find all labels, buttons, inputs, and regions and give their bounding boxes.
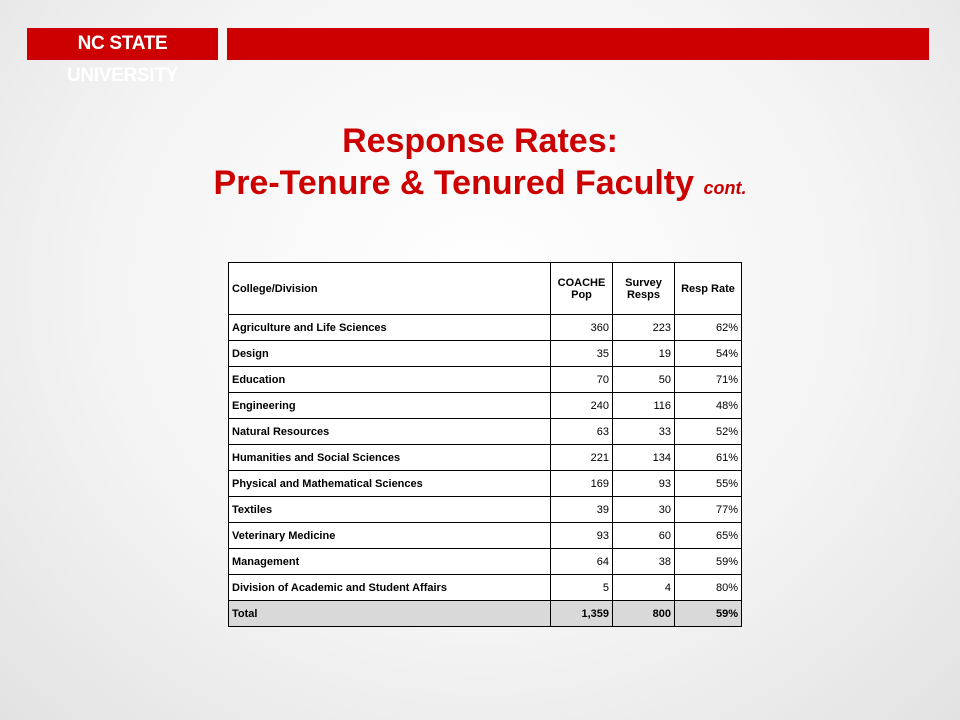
resps-cell: 4 xyxy=(613,575,675,601)
pop-cell: 240 xyxy=(551,393,613,419)
resps-cell: 134 xyxy=(613,445,675,471)
rate-cell: 54% xyxy=(675,341,742,367)
total-resps-cell: 800 xyxy=(613,601,675,627)
resps-cell: 60 xyxy=(613,523,675,549)
resps-cell: 33 xyxy=(613,419,675,445)
table-row xyxy=(229,367,742,393)
table-row xyxy=(229,523,742,549)
response-rates-table xyxy=(228,262,742,627)
table-row xyxy=(229,341,742,367)
rate-cell: 80% xyxy=(675,575,742,601)
col-header-resps: Survey Resps xyxy=(613,263,675,315)
college-cell: Engineering xyxy=(229,393,551,419)
rate-cell: 55% xyxy=(675,471,742,497)
pop-cell: 63 xyxy=(551,419,613,445)
pop-cell: 360 xyxy=(551,315,613,341)
pop-cell: 39 xyxy=(551,497,613,523)
table-row xyxy=(229,393,742,419)
resps-cell: 223 xyxy=(613,315,675,341)
rate-cell: 59% xyxy=(675,549,742,575)
college-cell: Veterinary Medicine xyxy=(229,523,551,549)
rate-cell: 61% xyxy=(675,445,742,471)
table-row xyxy=(229,315,742,341)
title-line-1: Response Rates: xyxy=(342,122,618,160)
resps-cell: 30 xyxy=(613,497,675,523)
col-header-rate: Resp Rate xyxy=(675,263,742,315)
resps-cell: 50 xyxy=(613,367,675,393)
table-row xyxy=(229,497,742,523)
rate-cell: 77% xyxy=(675,497,742,523)
college-cell: Division of Academic and Student Affairs xyxy=(229,575,551,601)
table-row xyxy=(229,471,742,497)
table-row xyxy=(229,549,742,575)
resps-cell: 38 xyxy=(613,549,675,575)
rate-cell: 65% xyxy=(675,523,742,549)
col-header-pop: COACHE Pop xyxy=(551,263,613,315)
header-red-bar xyxy=(227,28,929,60)
title-suffix: cont. xyxy=(703,178,747,198)
pop-cell: 35 xyxy=(551,341,613,367)
pop-cell: 221 xyxy=(551,445,613,471)
total-label-cell: Total xyxy=(229,601,551,627)
college-cell: Agriculture and Life Sciences xyxy=(229,315,551,341)
rate-cell: 52% xyxy=(675,419,742,445)
total-rate-cell: 59% xyxy=(675,601,742,627)
college-cell: Textiles xyxy=(229,497,551,523)
resps-cell: 93 xyxy=(613,471,675,497)
rate-cell: 48% xyxy=(675,393,742,419)
college-cell: Education xyxy=(229,367,551,393)
table-row xyxy=(229,419,742,445)
title-line-2-text: Pre-Tenure & Tenured Faculty xyxy=(213,164,695,202)
college-cell: Management xyxy=(229,549,551,575)
pop-cell: 169 xyxy=(551,471,613,497)
table-row xyxy=(229,575,742,601)
ncsu-logo: NC STATE UNIVERSITY xyxy=(27,28,218,60)
resps-cell: 116 xyxy=(613,393,675,419)
college-cell: Natural Resources xyxy=(229,419,551,445)
rate-cell: 71% xyxy=(675,367,742,393)
resps-cell: 19 xyxy=(613,341,675,367)
pop-cell: 5 xyxy=(551,575,613,601)
title-line-2 xyxy=(0,162,960,209)
col-header-college: College/Division xyxy=(229,263,551,315)
table-row xyxy=(229,445,742,471)
pop-cell: 93 xyxy=(551,523,613,549)
slide-title xyxy=(0,120,960,209)
college-cell: Design xyxy=(229,341,551,367)
college-cell: Physical and Mathematical Sciences xyxy=(229,471,551,497)
college-cell: Humanities and Social Sciences xyxy=(229,445,551,471)
total-row xyxy=(229,601,742,627)
total-pop-cell: 1,359 xyxy=(551,601,613,627)
table-header-row xyxy=(229,263,742,315)
pop-cell: 64 xyxy=(551,549,613,575)
pop-cell: 70 xyxy=(551,367,613,393)
rate-cell: 62% xyxy=(675,315,742,341)
